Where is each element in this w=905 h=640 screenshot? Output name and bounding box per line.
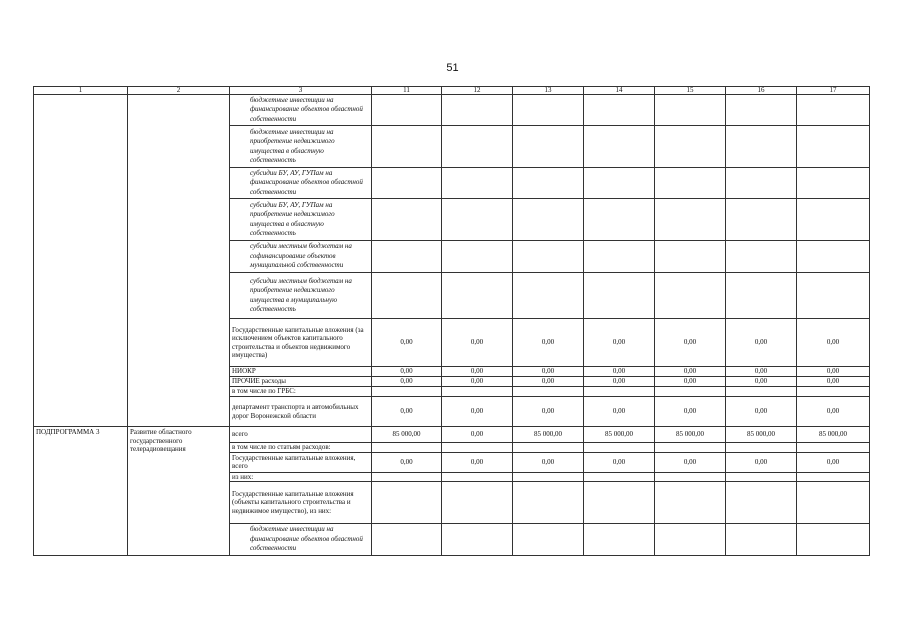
value-cell: 0,00: [513, 397, 584, 427]
value-cell: [513, 126, 584, 168]
value-cell: [655, 472, 726, 482]
value-cell: [584, 273, 655, 319]
value-cell: [797, 168, 870, 199]
value-cell: [442, 168, 513, 199]
value-cell: [726, 168, 797, 199]
value-cell: 0,00: [655, 377, 726, 387]
value-cell: 0,00: [513, 319, 584, 367]
value-cell: 0,00: [655, 319, 726, 367]
expense-item-label: в том числе по ГРБС:: [230, 387, 372, 397]
value-cell: [797, 95, 870, 126]
value-cell: [655, 273, 726, 319]
value-cell: [797, 472, 870, 482]
value-cell: [797, 241, 870, 273]
value-cell: 85 000,00: [797, 427, 870, 443]
value-cell: 0,00: [584, 367, 655, 377]
value-cell: 0,00: [442, 397, 513, 427]
value-cell: [442, 387, 513, 397]
value-cell: [655, 199, 726, 241]
value-cell: [584, 524, 655, 556]
value-cell: 0,00: [584, 452, 655, 472]
value-cell: [655, 168, 726, 199]
value-cell: 0,00: [372, 452, 442, 472]
value-cell: 0,00: [797, 319, 870, 367]
expense-item-label: бюджетные инвестиции на финансирование объектов областной собственности: [230, 95, 372, 126]
value-cell: [655, 482, 726, 524]
expense-item-label: бюджетные инвестиции на приобретение недвижимого имущества в областную собственность: [230, 126, 372, 168]
value-cell: [584, 387, 655, 397]
column-header: 1: [34, 87, 128, 95]
page-number: 51: [446, 62, 459, 74]
value-cell: [372, 241, 442, 273]
value-cell: 0,00: [372, 319, 442, 367]
value-cell: [797, 387, 870, 397]
value-cell: [726, 524, 797, 556]
value-cell: [797, 443, 870, 453]
value-cell: 0,00: [513, 377, 584, 387]
value-cell: [797, 199, 870, 241]
column-header: 16: [726, 87, 797, 95]
budget-table: [33, 86, 870, 556]
value-cell: 0,00: [797, 377, 870, 387]
expense-item-label: бюджетные инвестиции на финансирование объектов областной собственности: [230, 524, 372, 556]
value-cell: 0,00: [442, 319, 513, 367]
value-cell: [513, 95, 584, 126]
value-cell: 0,00: [584, 377, 655, 387]
value-cell: [372, 168, 442, 199]
expense-item-label: из них:: [230, 472, 372, 482]
column-header: 13: [513, 87, 584, 95]
program-name-cell: [128, 95, 230, 427]
value-cell: 0,00: [797, 452, 870, 472]
value-cell: [513, 387, 584, 397]
expense-item-label: субсидии местным бюджетам на софинансирование объектов муниципальной собственности: [230, 241, 372, 273]
column-header: 15: [655, 87, 726, 95]
value-cell: [584, 472, 655, 482]
value-cell: [797, 273, 870, 319]
value-cell: 0,00: [726, 452, 797, 472]
value-cell: [513, 273, 584, 319]
value-cell: 0,00: [655, 397, 726, 427]
value-cell: 85 000,00: [513, 427, 584, 443]
value-cell: [513, 199, 584, 241]
value-cell: [726, 482, 797, 524]
value-cell: 85 000,00: [655, 427, 726, 443]
program-code-cell: ПОДПРОГРАММА 3: [34, 427, 128, 556]
value-cell: [372, 387, 442, 397]
table-row: [34, 427, 870, 443]
value-cell: 0,00: [726, 319, 797, 367]
column-header: 14: [584, 87, 655, 95]
column-header-row: [34, 87, 870, 95]
expense-item-label: Государственные капитальные вложения (объекты капитального строительства и недвижимое имущество), из них:: [230, 482, 372, 524]
column-header: 11: [372, 87, 442, 95]
column-header: 12: [442, 87, 513, 95]
value-cell: [726, 199, 797, 241]
value-cell: 0,00: [655, 452, 726, 472]
expense-item-label: Государственные капитальные вложения (за исключением объектов капитального строительства и объектов недвижимого имущества): [230, 319, 372, 367]
value-cell: [513, 241, 584, 273]
value-cell: [655, 126, 726, 168]
value-cell: 0,00: [726, 367, 797, 377]
value-cell: [655, 524, 726, 556]
value-cell: [726, 126, 797, 168]
value-cell: [442, 482, 513, 524]
value-cell: [372, 443, 442, 453]
expense-item-label: в том числе по статьям расходов:: [230, 443, 372, 453]
column-header: 2: [128, 87, 230, 95]
value-cell: [442, 199, 513, 241]
column-header: 17: [797, 87, 870, 95]
value-cell: [584, 199, 655, 241]
value-cell: [372, 95, 442, 126]
value-cell: [584, 482, 655, 524]
value-cell: [372, 126, 442, 168]
value-cell: 0,00: [372, 367, 442, 377]
expense-item-label: субсидии БУ, АУ, ГУПам на финансирование объектов областной собственности: [230, 168, 372, 199]
column-header: 3: [230, 87, 372, 95]
value-cell: [442, 443, 513, 453]
value-cell: [797, 524, 870, 556]
expense-item-label: департамент транспорта и автомобильных дорог Воронежской области: [230, 397, 372, 427]
value-cell: 0,00: [726, 397, 797, 427]
value-cell: 0,00: [442, 427, 513, 443]
value-cell: 85 000,00: [726, 427, 797, 443]
value-cell: 0,00: [372, 377, 442, 387]
table-row: [34, 95, 870, 126]
value-cell: [513, 482, 584, 524]
value-cell: 0,00: [513, 452, 584, 472]
expense-item-label: Государственные капитальные вложения, всего: [230, 452, 372, 472]
value-cell: [655, 241, 726, 273]
value-cell: [513, 472, 584, 482]
value-cell: 0,00: [442, 377, 513, 387]
value-cell: [655, 387, 726, 397]
value-cell: [584, 241, 655, 273]
value-cell: [726, 241, 797, 273]
value-cell: 0,00: [797, 367, 870, 377]
expense-item-label: субсидии БУ, АУ, ГУПам на приобретение недвижимого имущества в областную собственность: [230, 199, 372, 241]
value-cell: 85 000,00: [584, 427, 655, 443]
value-cell: 0,00: [442, 367, 513, 377]
expense-item-label: ПРОЧИЕ расходы: [230, 377, 372, 387]
value-cell: [442, 241, 513, 273]
value-cell: [726, 387, 797, 397]
value-cell: 85 000,00: [372, 427, 442, 443]
value-cell: [372, 524, 442, 556]
value-cell: [442, 126, 513, 168]
value-cell: 0,00: [797, 397, 870, 427]
value-cell: [655, 95, 726, 126]
value-cell: [584, 126, 655, 168]
value-cell: [442, 472, 513, 482]
value-cell: [442, 273, 513, 319]
value-cell: [372, 482, 442, 524]
value-cell: 0,00: [442, 452, 513, 472]
program-code-cell: [34, 95, 128, 427]
value-cell: [513, 168, 584, 199]
value-cell: [513, 443, 584, 453]
expense-item-label: всего: [230, 427, 372, 443]
value-cell: [797, 482, 870, 524]
value-cell: [726, 443, 797, 453]
value-cell: [372, 199, 442, 241]
value-cell: [372, 273, 442, 319]
value-cell: 0,00: [372, 397, 442, 427]
expense-item-label: субсидии местным бюджетам на приобретение недвижимого имущества в муниципальную собственность: [230, 273, 372, 319]
value-cell: 0,00: [584, 319, 655, 367]
value-cell: 0,00: [655, 367, 726, 377]
expense-item-label: НИОКР: [230, 367, 372, 377]
value-cell: [442, 524, 513, 556]
value-cell: [584, 168, 655, 199]
value-cell: 0,00: [726, 377, 797, 387]
value-cell: [797, 126, 870, 168]
value-cell: 0,00: [584, 397, 655, 427]
value-cell: [726, 472, 797, 482]
value-cell: [513, 524, 584, 556]
value-cell: 0,00: [513, 367, 584, 377]
program-name-cell: Развитие областного государственного телерадиовещания: [128, 427, 230, 556]
value-cell: [372, 472, 442, 482]
value-cell: [655, 443, 726, 453]
value-cell: [584, 443, 655, 453]
value-cell: [726, 95, 797, 126]
value-cell: [726, 273, 797, 319]
value-cell: [584, 95, 655, 126]
value-cell: [442, 95, 513, 126]
